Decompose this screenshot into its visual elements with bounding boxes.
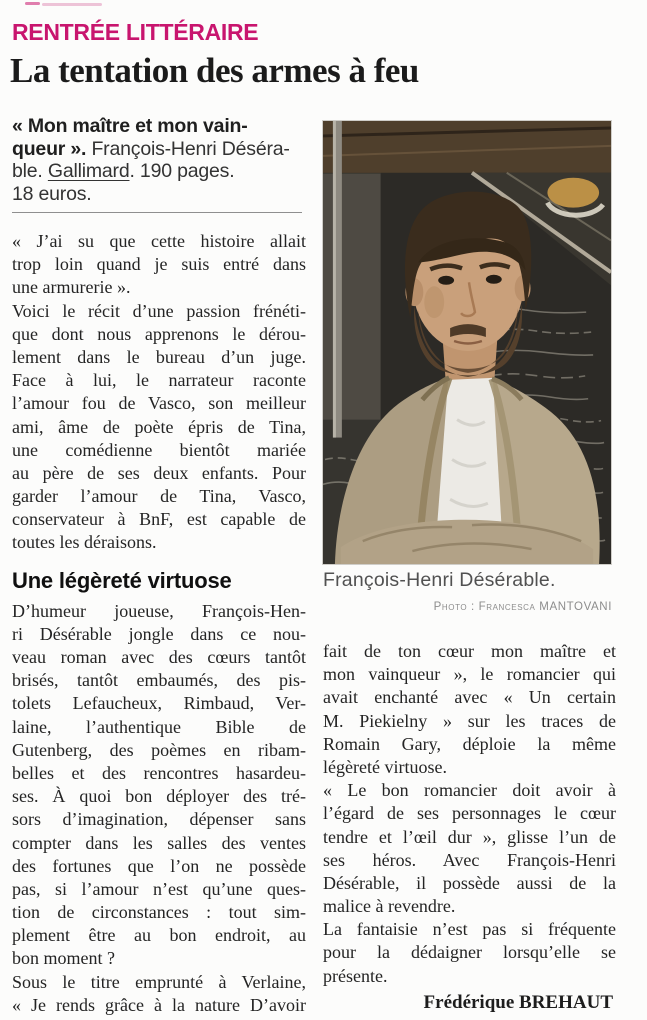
- text-line: ri Désérable jongle dans ce nou-: [12, 623, 306, 644]
- text-line: tendre et l’œil dur », glisse l’un de: [323, 826, 616, 847]
- para-intro: [12, 300, 306, 555]
- text-line: Gutenberg, des poèmes en ribam-: [12, 739, 306, 760]
- book-price-line: [12, 183, 308, 206]
- book-reference-block: [12, 115, 308, 205]
- book-pages: . 190 pages.: [129, 160, 235, 182]
- text-line: conservateur à BnF, est capable de: [12, 509, 306, 530]
- text-line: une comédienne bientôt mariée: [12, 439, 306, 460]
- text-line: sors d’imagination, dépenser sans: [12, 809, 306, 830]
- text-line: « Le bon romancier doit avoir à: [323, 780, 616, 801]
- book-price: 18 euros.: [12, 182, 92, 205]
- para-titre-verlaine: [12, 971, 306, 1017]
- publisher-name: Gallimard: [47, 160, 130, 182]
- text-line: « J’ai su que cette histoire allait: [12, 231, 306, 251]
- book-title-line: [12, 115, 308, 138]
- text-line: des fortunes que l’on ne possède: [12, 855, 306, 876]
- text-line: fait de ton cœur mon maître et: [323, 641, 616, 661]
- book-author-line: [12, 138, 308, 161]
- divider-rule: [12, 212, 302, 213]
- article-headline: La tentation des armes à feu: [10, 51, 419, 90]
- scan-artifact-dash: [25, 2, 40, 5]
- text-line: ses héros. Avec François-Henri: [323, 849, 616, 870]
- text-line: bon moment ?: [12, 948, 115, 969]
- article-left-column: [12, 230, 306, 1017]
- text-line: légèreté virtuose.: [323, 756, 447, 777]
- text-line: malice à revendre.: [323, 896, 456, 917]
- text-line: l’égard de ses personnages le cœur: [323, 803, 616, 824]
- portrait-photo: [322, 120, 612, 565]
- author-byline: Frédérique BREHAUT: [423, 991, 613, 1013]
- text-line: tion de circonstances : tout sim-: [12, 902, 306, 923]
- para-bon-romancier: [323, 779, 616, 918]
- text-line: lement dans le bureau d’un juge.: [12, 346, 306, 367]
- text-line: trop loin quand je suis entré dans: [12, 254, 306, 275]
- subhead-legerete-virtuose: Une légèreté virtuose: [12, 567, 232, 593]
- text-line: mon vainqueur », le romancier qui: [323, 664, 616, 685]
- article-right-column: [323, 640, 616, 1014]
- scan-artifact-streak: [42, 3, 102, 6]
- text-line: Désérable, il possède aussi de la: [323, 872, 616, 893]
- photo-caption: François-Henri Désérable.: [323, 569, 556, 591]
- text-line: pas, si l’amour n’est qu’une ques-: [12, 878, 306, 899]
- para-opening-quote: [12, 230, 306, 300]
- text-line: pour la dédaigner lorsqu’elle se: [323, 942, 616, 963]
- text-line: plement être au bon endroit, au: [12, 925, 306, 946]
- photo-credit: Photo : Francesca MANTOVANI: [433, 601, 612, 613]
- text-line: laine, l’authentique Bible de: [12, 716, 306, 737]
- text-line: garder l’amour de Tina, Vasco,: [12, 486, 306, 507]
- text-line: toutes les déraisons.: [12, 532, 157, 553]
- text-line: que dont nous apprenons le dérou-: [12, 323, 306, 344]
- text-line: D’humeur joueuse, François-Hen-: [12, 600, 306, 621]
- text-line: La fantaisie n’est pas si fréquente: [323, 919, 616, 940]
- text-line: présente.: [323, 965, 388, 986]
- book-author-part: François-Henri Déséra-: [86, 137, 290, 160]
- para-fantaisie: [323, 918, 616, 988]
- book-publisher-line: [12, 160, 308, 183]
- text-line: tolets Lefaucheux, Rimbaud, Ver-: [12, 693, 306, 714]
- text-line: veau roman avec des cœurs tantôt: [12, 647, 306, 667]
- book-title-part: queur ».: [12, 137, 87, 160]
- para-continuation: [323, 640, 616, 779]
- text-line: compter dans les salles des ventes: [12, 832, 306, 853]
- text-line: Romain Gary, déploie la même: [323, 733, 616, 754]
- section-kicker: RENTRÉE LITTÉRAIRE: [12, 19, 259, 45]
- text-line: une armurerie ».: [12, 277, 131, 298]
- text-line: l’amour fou de Vasco, son meilleur: [12, 393, 306, 414]
- text-line: Face à lui, le narrateur raconte: [12, 370, 306, 391]
- text-line: ses. À quoi bon déployer des tré-: [12, 786, 306, 807]
- book-title-part: « Mon maître et mon vain-: [12, 115, 248, 137]
- text-line: ami, âme de poète épris de Tina,: [12, 416, 306, 437]
- portrait-illustration: [323, 121, 611, 564]
- para-virtuose: [12, 600, 306, 971]
- text-line: Voici le récit d’une passion frénéti-: [12, 300, 306, 321]
- text-line: belles et des rencontres hasardeu-: [12, 762, 306, 783]
- text-line: brisés, tantôt embaumés, des pis-: [12, 670, 306, 691]
- text-line: au père de ses deux enfants. Pour: [12, 462, 306, 483]
- text-line: M. Piekielny » sur les traces de: [323, 710, 616, 731]
- text-line: avait enchanté avec « Un certain: [323, 687, 616, 708]
- text-line: « Je rends grâce à la nature D’avoir: [12, 994, 306, 1015]
- text-line: Sous le titre emprunté à Verlaine,: [12, 971, 306, 992]
- book-author-part: ble.: [12, 160, 48, 182]
